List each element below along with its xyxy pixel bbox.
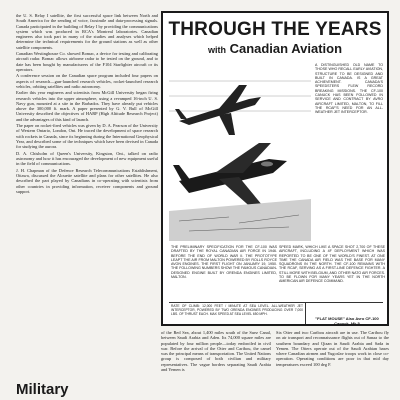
ad-right-text: A DISTINGUISHED OLD NAME TO THOSE WHO RECALL EARLY AVIATION, STRUCTURE TO BE DESIGNED AND BUILT IN CANADA. IS A GREAT ACHIEVEMENT. CANADA'S SPEEDSTERS FLEW RECORD BREAKING MISSIONS. THE CF-100 CANUCK HAS BEEN FOLLOWED IN SERVICE AND CONTRACT BY AVRO AIRCRAFT LIMITED, MALTON, TO FILL THE RCAF'S NEED FOR AN ALL-WEATHER JET INTERCEPTOR. xyxy=(315,63,383,115)
ad-subtitle xyxy=(163,41,387,56)
paragraph: A conference session on the Canadian space program included four papers on aspects of research—gun-launched research vehicles, rocket-launched research vehicles, orbiting satellites and radio astronomy. xyxy=(16,73,158,89)
paragraph: The paper on rocket-fired vehicles was given by D. A. Pearson of the University of Western Ontario, London, Ont. He traced the development of space research with rockets in Canada, since its beginning during the International Geophysical Year, and described some of the techniques which have been devised in Canada for studying the aurora. xyxy=(16,123,158,150)
paragraph: Canadian Westinghouse Co. showed Bomac, a device for testing and calibrating aircraft radar. Bomac allows airborne radar to be tested on the ground, and to date has been bought by manufacturers of the F104 Starfighter aircraft or its operators. xyxy=(16,51,158,72)
section-headline: Military xyxy=(16,381,69,398)
ad-divider-vertical xyxy=(305,302,306,324)
ad-subtitle-main: Canadian Aviation xyxy=(229,41,343,56)
ad-bottom-left-text: THE PRELIMINARY SPECIFICATION FOR THE CF-100 WAS DRAFTED BY THE ROYAL CANADIAN AIR FORCE IN 1946. BEFORE THE END OF WORLD WAR II. THE PROTOTYPE LEAPT THE AIR FROM MALTON POWERED BY ROLLS ROYCE AVON ENGINES. THE FIRST FLIGHT ON JANUARY 19, 1950. THE FOLLOWING NUMBERS SHOW THE FAMOUS CANADIAN-DESIGNED ENGINE BUILT BY ORENDA ENGINES LIMITED, MALTON. xyxy=(171,245,277,280)
column-two-text: of the Red Sea, about 1,400 miles south of the Suez Canal, between Saudi Arabia and Aden. Its 74,000 square miles are populated by four million people—today embroiled in civil war. Before the arrival of the Otter and Caribou, the camel was the principal means of transportation. The United Nations group is composed of both civilian and military representatives. The vague borders separating Saudi Arabia and Yemen is xyxy=(161,330,271,372)
ad-caption: "FLAT MOUSE" Also Avro CF-100 Canuck, Mk 5 xyxy=(315,316,379,326)
paragraph: D. A. Chisholm of Queen's University, Kingston, Ont., talked on radio astronomy and how it has encouraged the development of new equipment useful in the field of communications. xyxy=(16,150,158,167)
left-column-text xyxy=(16,13,158,195)
ad-bottom-right-text: SPEED MARK, WHICH LIKE A SPACE SHOT 2,700 OF THESE AIRCRAFT, INCLUDING A 4F DEPLOYMENT WHICH WAS REPORTED TO BE ONE OF THE WORLD'S FINEST. AT ONE TIME THE CANADA AIR FIELD WAS THE BASE FOR MANY SQUADRONS IN THE NORTH. THE CF-100 REMAINS WITH THE RCAF, SERVING AS A FIRST-LINE DEFENCE FIGHTER. A STILL MORE WITH BELGIUM, AND OTHER NATO AIR FORCES. TO BE FLOWN FOR MANY YEARS YET IN THE NORTH AMERICAN AIR DEFENCE COMMAND. xyxy=(279,245,385,284)
column-three-text: Six Otter and two Caribou aircraft are in use. The Caribou fly on air transport and reconnaissance flights out of Sanaa to the southern boundary and Qizan in Saudi Arabia and Sada in Yemen. The Otters operate out of the Saudi Arabian bases where Canadian airmen and Yugoslav troops work in close co-operation. Operating conditions are poor in that mid day temperatures exceed 100 deg F. xyxy=(276,330,389,367)
ad-divider xyxy=(169,302,383,303)
paragraph: Earlier this year engineers and scientists from McGill University began firing research vehicles into the upper atmosphere, using a revamped 16-inch U. S. Navy gun, mounted at a site in the Barbados. They have already put vehicles above the 300,000 ft. mark. A paper presented by G. V. Bull of McGill University described the objectives of HARP (High Altitude Research Project) and the advantages of this kind of launch. xyxy=(16,90,158,122)
ad-title: THROUGH THE YEARS xyxy=(168,19,382,40)
paragraph: J. H. Chapman of the Defence Research Telecommunications Establishment, Ottawa, discussed the Alouette satellite and plans for other satellites. He also described the part played by Canadians in co-operating with scientists from other countries in providing information, receiver components and ground support. xyxy=(16,167,158,194)
paragraph: the U. S. Relay I satellite, the first successful space link between North and South America for the sending of voice, facsimile and data-processing signals. Canada participated in the building of Relay I by providing the communications system which was produced in RCA's Montreal laboratories. Canadian engineers also took part in many of the studies and analyses which helped determine the technical requirements for the ground stations as well as other satellite components. xyxy=(16,13,158,50)
aircraft-illustration xyxy=(169,61,311,241)
ad-subtitle-prefix: with xyxy=(207,45,226,55)
canadian-aviation-advertisement xyxy=(161,11,389,326)
ad-spec-text: RATE OF CLIMB: 12,000 FEET / MINUTE AT SEA LEVEL. ALL-WEATHER JET INTERCEPTOR, POWERED BY TWO ORENDA ENGINES PRODUCING OVER 7,000 LBS. OF THRUST EACH. MAX SPEED AT SEA LEVEL 650 MPH. xyxy=(171,304,303,316)
